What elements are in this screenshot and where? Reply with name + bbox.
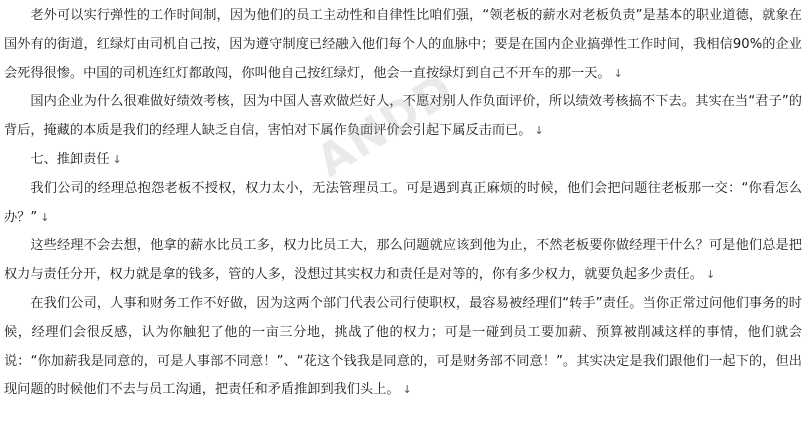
paragraph-text: 国内企业为什么很难做好绩效考核，因为中国人喜欢做烂好人，不愿对别人作负面评价，所以绩效考核搞不下去。其实在当“君子”的背后，掩藏的本质是我们的经理人缺乏自信，害怕对下属作负面评价会引起下属反击而已。 [4, 94, 802, 139]
paragraph-manager-complaints [4, 175, 802, 233]
paragraph-text: 老外可以实行弹性的工作时间制，因为他们的员工主动性和自律性比咱们强，“领老板的薪水对老板负责”是基本的职业道德，就象在国外有的街道，红绿灯由司机自己按，因为遵守制度已经融入他们每个人的血脉中；要是在国内企业搞弹性工作时间，我相信90%的企业会死得很惨。中国的司机连红灯都敢闯，你叫他自己按红绿灯，他会一直按绿灯到自己不开车的那一天。 [4, 8, 802, 81]
paragraph-mark-icon: ↓ [534, 124, 544, 138]
section-heading [4, 146, 802, 175]
paragraph-flexible-hours [4, 2, 802, 88]
paragraph-mark-icon: ↓ [402, 383, 412, 397]
paragraph-text: 在我们公司，人事和财务工作不好做，因为这两个部门代表公司行使职权，最容易被经理们“转手”责任。当你正常过问他们事务的时候，经理们会很反感，认为你触犯了他的一亩三分地，挑战了他的权力；可是一碰到员工要加薪、预算被削减这样的事情，他们就会说：“你加薪我是同意的，可是人事部不同意！”、“花这个钱我是同意的，可是财务部不同意！”。其实决定是我们跟他们一起下的，但出现问题的时候他们不去与员工沟通，把责任和矛盾推卸到我们头上。 [4, 295, 802, 398]
paragraph-text: 这些经理不会去想，他拿的薪水比员工多，权力比员工大，那么问题就应该到他为止，不然老板要你做经理干什么？可是他们总是把权力与责任分开，权力就是拿的钱多，管的人多，没想过其实权力和责任是对等的，你有多少权力，就要负起多少责任。 [4, 238, 802, 283]
paragraph-mark-icon: ↓ [40, 210, 50, 224]
paragraph-power-responsibility [4, 232, 802, 290]
paragraph-mark-icon: ↓ [112, 152, 122, 166]
section-heading-text: 七、推卸责任 [30, 151, 110, 167]
paragraph-mark-icon: ↓ [613, 66, 623, 80]
paragraph-performance-review [4, 88, 802, 146]
watermark: ANDD [308, 63, 464, 188]
paragraph-hr-finance [4, 290, 802, 405]
paragraph-text: 我们公司的经理总抱怨老板不授权，权力太小，无法管理员工。可是遇到真正麻烦的时候，他们会把问题往老板那一交：“你看怎么办？” [4, 180, 802, 225]
paragraph-mark-icon: ↓ [705, 268, 716, 282]
